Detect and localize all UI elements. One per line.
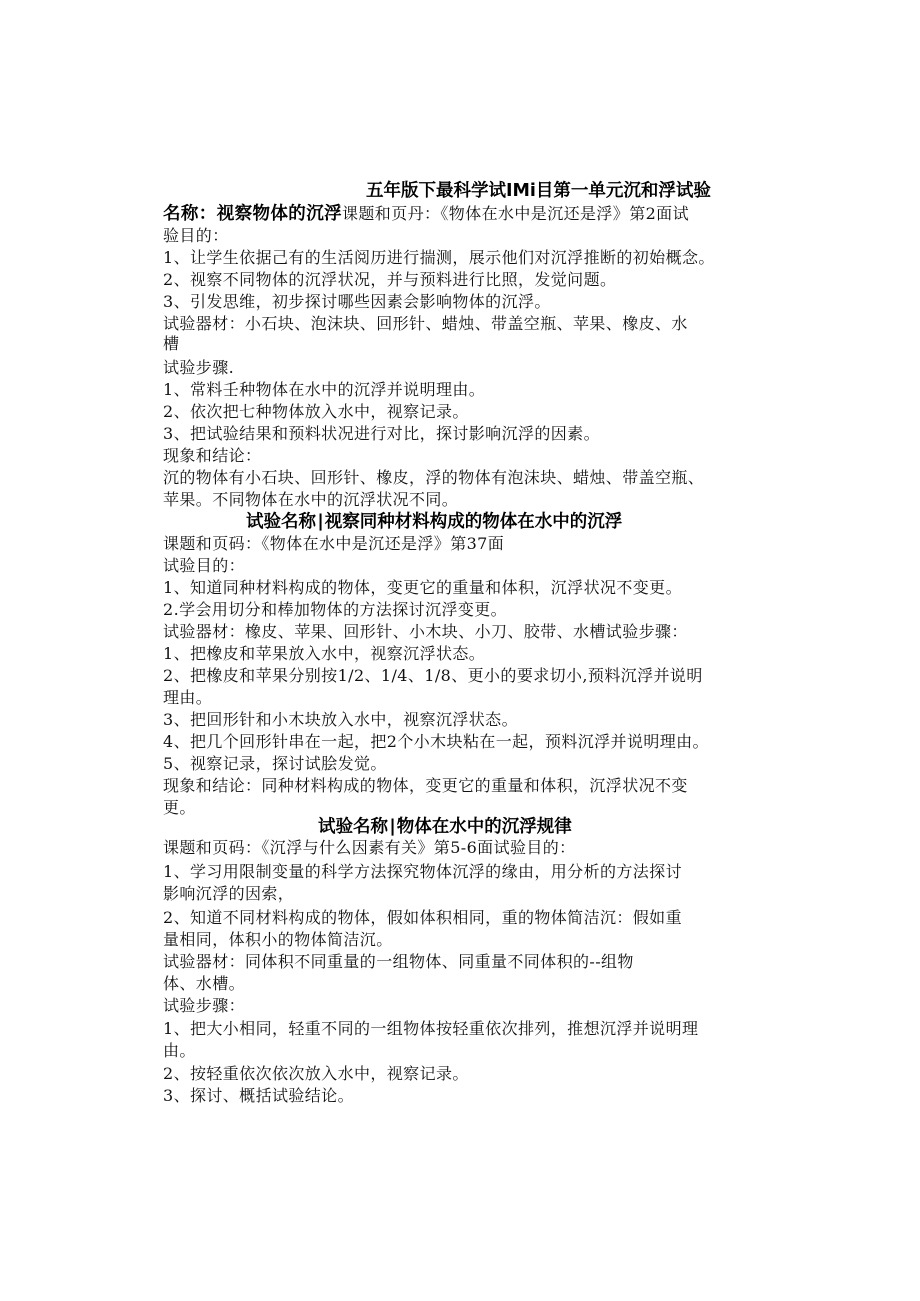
section-1-line: 沉的物体有小石块、回形针、橡皮，浮的物体有泡沫块、蜡烛、带盖空瓶、 xyxy=(163,468,705,487)
section-1-name-line xyxy=(163,203,689,225)
section-1-name-label: 名称：视察物体的沉浮 xyxy=(163,204,342,224)
section-2-line: 4、把几个回形针串在一起，把2个小木块粘在一起，预料沉浮并说明理由。 xyxy=(163,732,709,751)
section-3-title: 试验名称∣物体在水中的沉浮规律 xyxy=(318,817,572,837)
section-1-line: 3、引发思维，初步探讨哪些因素会影响物体的沉浮。 xyxy=(163,292,551,311)
section-3-line: 1、学习用限制变量的科学方法探究物体沉浮的缘由，用分析的方法探讨 xyxy=(163,862,682,881)
section-1-line: 验目的： xyxy=(163,226,229,245)
section-3-line: 2、按轻重依次依次放入水中，视察记录。 xyxy=(163,1064,469,1083)
section-2-line: 更。 xyxy=(163,798,196,817)
section-1-line: 课题和页丹：《物体在水中是沉还是浮》第2面试 xyxy=(342,204,689,223)
section-2-line: 5、视察记录，探讨试脍发觉。 xyxy=(163,754,387,773)
section-1-line: 2、视察不同物体的沉浮状况，并与预料进行比照，发觉问题。 xyxy=(163,270,617,289)
section-3-line: 课题和页码：《沉浮与什么因素有关》第5-6面试验目的： xyxy=(163,838,576,857)
section-2-line: 3、把回形针和小木块放入水中，视察沉浮状态。 xyxy=(163,710,518,729)
section-2-line: 1、知道同种材料构成的物体，变更它的重量和体积，沉浮状况不变更。 xyxy=(163,578,682,597)
section-1-line: 现象和结论： xyxy=(163,446,262,465)
section-2-line: 1、把橡皮和苹果放入水中，视察沉浮状态。 xyxy=(163,644,486,663)
section-2-line: 2.学会用切分和棒加物体的方法探讨沉浮变更。 xyxy=(163,600,508,619)
section-2-title: 试验名称∣视察同种材料构成的物体在水中的沉浮 xyxy=(246,512,623,532)
section-1-line: 1、让学生依据己有的生活阅历进行揣测，展示他们对沉浮推断的初始概念。 xyxy=(163,248,715,267)
section-2-line: 2、把橡皮和苹果分别按1/2、1/4、1/8、更小的要求切小,预料沉浮并说明 xyxy=(163,666,703,685)
section-3-line: 2、知道不同材料构成的物体，假如体积相同，重的物体简洁沉：假如重 xyxy=(163,908,682,927)
section-3-line: 试验步骤： xyxy=(163,996,246,1015)
section-3-line: 试验器材：同体积不同重量的一组物体、同重量不同体积的--组物 xyxy=(163,952,634,971)
section-2-line: 课题和页码：《物体在水中是沉还是浮》第37面 xyxy=(163,534,505,553)
section-1-line: 3、把试验结果和预料状况进行对比，探讨影响沉浮的因素。 xyxy=(163,424,600,443)
section-3-line: 由。 xyxy=(163,1041,196,1060)
section-1-line: 试验步骤. xyxy=(163,358,235,377)
section-3-line: 1、把大小相同，轻重不同的一组物体按轻重依次排列，推想沉浮并说明理 xyxy=(163,1019,699,1038)
section-2-line: 试验目的： xyxy=(163,556,246,575)
section-2-line: 理由。 xyxy=(163,688,213,707)
section-1-line: 2、依次把七种物体放入水中，视察记录。 xyxy=(163,402,469,421)
section-3-line: 量相同，体积小的物体简洁沉。 xyxy=(163,930,393,949)
section-1-line: 槽 xyxy=(163,334,180,353)
section-1-line: 试验器材：小石块、泡沫块、回形针、蜡烛、带盖空瓶、苹果、橡皮、水 xyxy=(163,314,688,333)
section-2-line: 试验器材：橡皮、苹果、回形针、小木块、小刀、胶带、水槽试验步骤： xyxy=(163,622,688,641)
section-1-line: 1、常料壬种物体在水中的沉浮并说明理由。 xyxy=(163,380,486,399)
section-1-title: 五年版下最科学试IMi目第一单元沉和浮试验 xyxy=(366,181,711,201)
section-3-line: 3、探讨、概括试验结论。 xyxy=(163,1086,354,1105)
section-3-line: 体、水槽。 xyxy=(163,974,246,993)
section-3-line: 影响沉浮的因索， xyxy=(163,884,295,903)
section-2-line: 现象和结论：同种材料构成的物体，变更它的重量和体积，沉浮状况不变 xyxy=(163,776,688,795)
section-1-line: 苹果。不同物体在水中的沉浮状况不同。 xyxy=(163,490,459,509)
